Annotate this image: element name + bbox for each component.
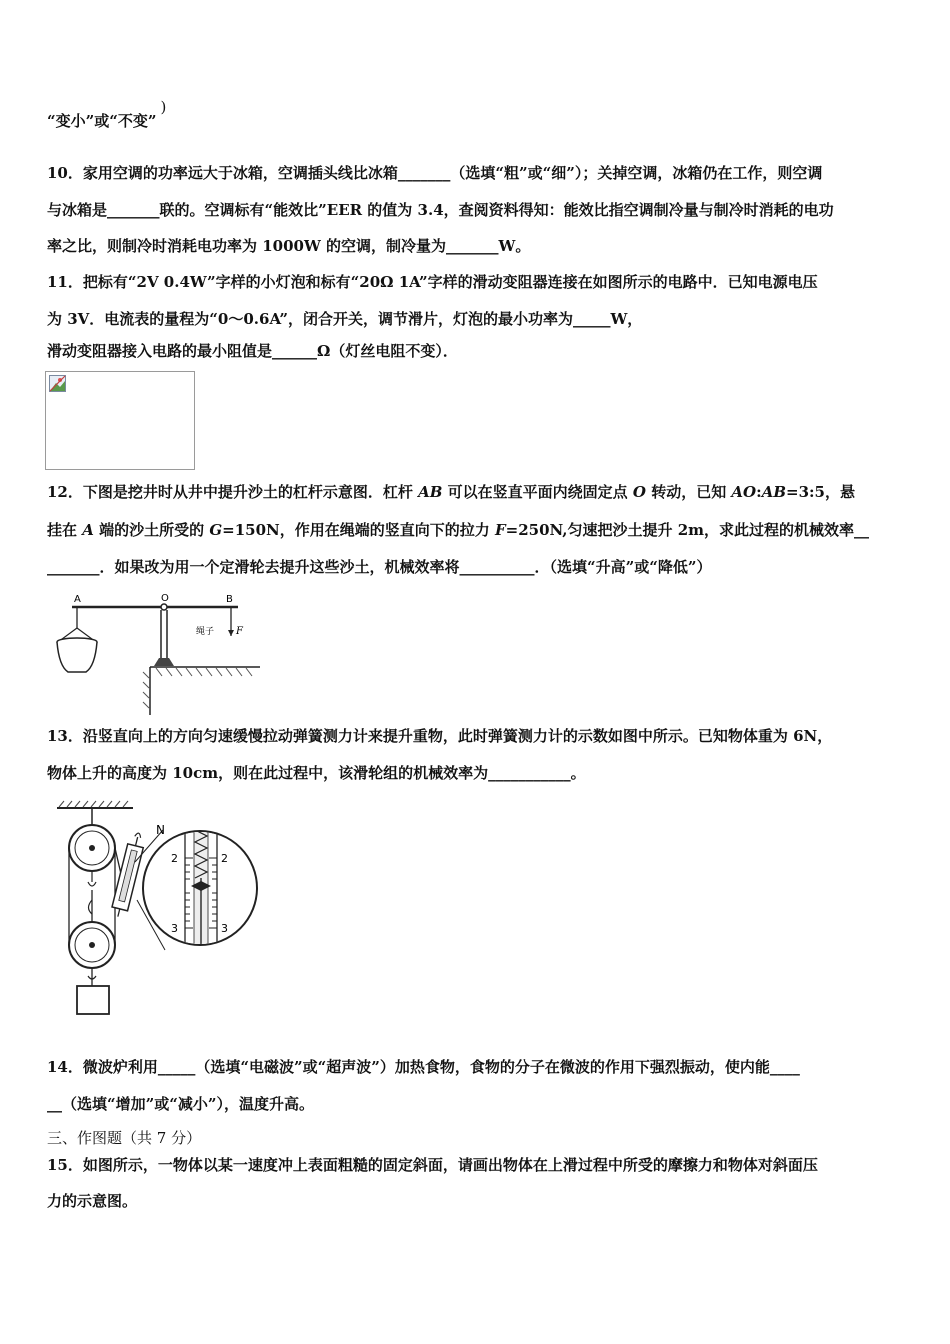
label-a: A bbox=[74, 594, 81, 605]
tick-label-2-right: 2 bbox=[221, 852, 228, 865]
section-3-heading: 三、作图题（共 7 分） bbox=[47, 1129, 202, 1147]
q11-line-2: 为 3V．电流表的量程为“0～0.6A”，闭合开关，调节滑片，灯泡的最小功率为_____W， bbox=[47, 310, 643, 328]
force-arrow bbox=[228, 630, 234, 636]
q13-line-2: 物体上升的高度为 10cm，则在此过程中，该滑轮组的机械效率为___________。 bbox=[47, 764, 586, 782]
q10-line-1: 10．家用空调的功率远大于冰箱，空调插头线比冰箱_______（选填“粗”或“细”）；关掉空调，冰箱仍在工作，则空调 bbox=[47, 164, 823, 182]
tick-label-2-left: 2 bbox=[171, 852, 178, 865]
q11-line-3: 滑动变阻器接入电路的最小阻值是______Ω（灯丝电阻不变）． bbox=[47, 342, 458, 360]
q9-options-text: “变小”或“不变” bbox=[47, 112, 157, 130]
q12-line-1: 12．下图是挖井时从井中提升沙土的杠杆示意图．杠杆 AB 可以在竖直平面内绕固定点 O 转动，已知 AO:AB=3:5，悬 bbox=[47, 483, 855, 501]
q14-line-2: __（选填“增加”或“减小”），温度升高。 bbox=[47, 1095, 315, 1113]
broken-image-icon bbox=[49, 375, 67, 393]
force-label: F bbox=[236, 626, 243, 637]
rope-label: 绳子 bbox=[196, 627, 215, 637]
q15-line-2: 力的示意图。 bbox=[47, 1192, 138, 1210]
bucket-body bbox=[57, 642, 97, 672]
q11-circuit-image-placeholder bbox=[45, 371, 195, 470]
q11-line-1: 11．把标有“2V 0.4W”字样的小灯泡和标有“20Ω 1A”字样的滑动变阻器连接在如图所示的电路中．已知电源电压 bbox=[47, 273, 818, 291]
pivot-o bbox=[161, 604, 167, 610]
q15-line-1: 15．如图所示，一物体以某一速度冲上表面粗糙的固定斜面，请画出物体在上滑过程中所受的摩擦力和物体对斜面压 bbox=[47, 1156, 818, 1174]
weight-block bbox=[77, 986, 109, 1014]
label-b: B bbox=[226, 594, 233, 605]
q12-line-2: 挂在 A 端的沙土所受的 G=150N，作用在绳端的竖直向下的拉力 F=250N,匀速把沙土提升 2m，求此过程的机械效率__ bbox=[47, 521, 870, 539]
tick-label-3-left: 3 bbox=[171, 922, 178, 935]
unit-label-n: N bbox=[156, 823, 165, 837]
support-base bbox=[154, 658, 174, 666]
q12-line-3: _______．如果改为用一个定滑轮去提升这些沙土，机械效率将__________．（选填“升高”或“降低”） bbox=[47, 558, 712, 576]
pulley-system-diagram bbox=[55, 800, 265, 1020]
q10-line-3: 率之比，则制冷时消耗电功率为 1000W 的空调，制冷量为_______W。 bbox=[47, 237, 531, 255]
q10-line-2: 与冰箱是_______联的。空调标有“能效比”EER 的值为 3.4，查阅资料得知：能效比指空调制冷量与制冷时消耗的电功 bbox=[47, 201, 834, 219]
tick-label-3-right: 3 bbox=[221, 922, 228, 935]
q9-tail bbox=[47, 98, 167, 131]
q14-line-1: 14．微波炉利用_____（选填“电磁波”或“超声波”）加热食物，食物的分子在微波的作用下强烈振动，使内能____ bbox=[47, 1058, 800, 1076]
q13-line-1: 13．沿竖直向上的方向匀速缓慢拉动弹簧测力计来提升重物，此时弹簧测力计的示数如图中所示。已知物体重为 6N， bbox=[47, 727, 833, 745]
lever-diagram bbox=[50, 590, 260, 715]
label-o: O bbox=[161, 593, 169, 604]
q9-paren: ) bbox=[160, 98, 167, 116]
